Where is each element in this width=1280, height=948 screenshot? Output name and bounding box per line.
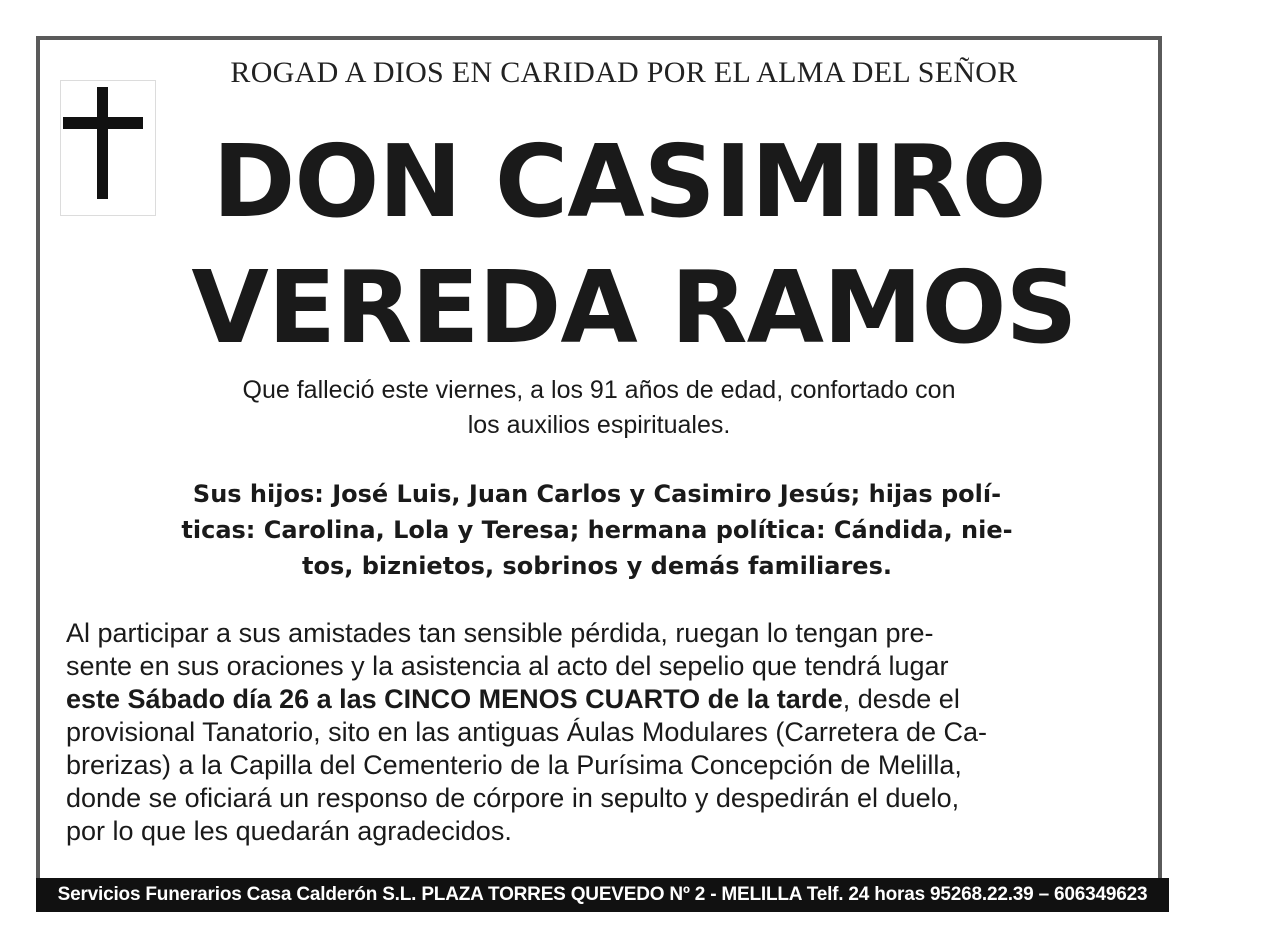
funeral-details-text: , desde el — [842, 684, 960, 714]
funeral-date-time: este Sábado día 26 a las CINCO MENOS CUARTO de la tarde — [66, 684, 843, 714]
funeral-details-line: por lo que les quedarán agradecidos. — [66, 816, 512, 846]
family-list-line: ticas: Carolina, Lola y Teresa; hermana política: Cándida, nie- — [181, 516, 1013, 544]
death-statement-line: Que falleció este viernes, a los 91 años de edad, confortado con — [242, 376, 956, 404]
funeral-details-line: provisional Tanatorio, sito en las antiguas Áulas Modulares (Carretera de Ca- — [66, 717, 987, 747]
family-list-line: Sus hijos: José Luis, Juan Carlos y Casimiro Jesús; hijas polí- — [192, 480, 1002, 508]
funeral-home-footer: Servicios Funerarios Casa Calderón S.L. PLAZA TORRES QUEVEDO Nº 2 - MELILLA Telf. 24 horas 95268.22.39 – 606349623 — [36, 878, 1169, 912]
funeral-details-line — [66, 683, 1130, 716]
family-list-line: tos, biznietos, sobrinos y demás familiares. — [302, 552, 892, 580]
death-statement — [80, 373, 1118, 443]
obituary-notice — [36, 36, 1162, 912]
funeral-details-line: donde se oficiará un responso de córpore in sepulto y despedirán el duelo, — [66, 783, 960, 813]
death-statement-line: los auxilios espirituales. — [467, 411, 731, 439]
funeral-details — [66, 617, 1130, 848]
deceased-name-line-1: DON CASIMIRO — [212, 123, 1046, 240]
deceased-name-line-2: VEREDA RAMOS — [191, 249, 1077, 366]
notice-header: ROGAD A DIOS EN CARIDAD POR EL ALMA DEL SEÑOR — [230, 56, 1018, 89]
funeral-details-line: Al participar a sus amistades tan sensible pérdida, ruegan lo tengan pre- — [66, 618, 934, 648]
funeral-details-line: sente en sus oraciones y la asistencia al acto del sepelio que tendrá lugar — [66, 651, 949, 681]
family-list — [76, 476, 1118, 584]
funeral-details-line: brerizas) a la Capilla del Cementerio de la Purísima Concepción de Melilla, — [66, 750, 962, 780]
